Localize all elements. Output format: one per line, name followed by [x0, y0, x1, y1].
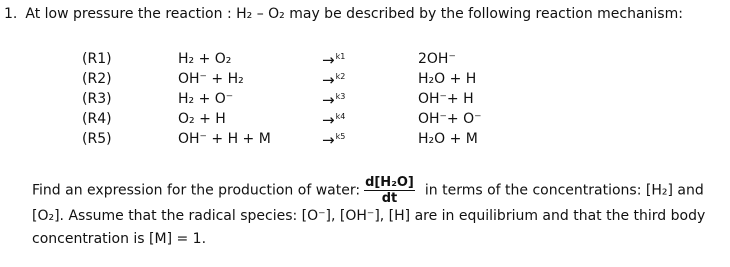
derivative-fraction	[364, 176, 415, 205]
rate-constant: k2	[335, 72, 346, 81]
reaction-arrow	[322, 51, 345, 69]
reaction-products: OH⁻+ O⁻	[418, 111, 482, 127]
reaction-id: (R4)	[82, 111, 112, 127]
reaction-arrow	[322, 131, 345, 149]
reaction-reactants: H₂ + O₂	[178, 51, 232, 67]
reaction-row	[0, 91, 730, 111]
rate-constant: k4	[335, 112, 346, 121]
arrow-icon: →	[322, 51, 335, 69]
arrow-icon: →	[322, 71, 335, 89]
reaction-reactants: OH⁻ + H₂	[178, 71, 244, 87]
reaction-row	[0, 71, 730, 91]
question-number: 1.	[4, 6, 18, 22]
reaction-reactants: OH⁻ + H + M	[178, 131, 271, 147]
arrow-icon: →	[322, 111, 335, 129]
task-suffix: in terms of the concentrations: [H₂] and	[424, 182, 704, 199]
reaction-row	[0, 51, 730, 71]
reaction-products: H₂O + M	[418, 131, 478, 147]
reaction-id: (R3)	[82, 91, 112, 107]
fraction-denominator: dt	[381, 191, 398, 206]
reaction-products: OH⁻+ H	[418, 91, 474, 107]
arrow-icon: →	[322, 91, 335, 109]
reaction-id: (R1)	[82, 51, 112, 67]
reaction-id: (R2)	[82, 71, 112, 87]
reaction-row	[0, 111, 730, 131]
reaction-reactants: H₂ + O⁻	[178, 91, 234, 107]
reaction-products: H₂O + H	[418, 71, 477, 87]
rate-constant: k5	[335, 132, 346, 141]
task-line-3: concentration is [M] = 1.	[32, 231, 207, 247]
fraction-numerator: d[H₂O]	[365, 175, 414, 190]
rate-constant: k1	[335, 52, 346, 61]
reaction-row	[0, 131, 730, 151]
reaction-products: 2OH⁻	[418, 51, 456, 67]
reaction-arrow	[322, 111, 345, 129]
task-line-2: [O₂]. Assume that the radical species: [O⁻], [OH⁻], [H] are in equilibrium and that the third body	[32, 208, 706, 224]
task-paragraph	[32, 176, 722, 251]
rate-constant: k3	[335, 92, 346, 101]
reaction-id: (R5)	[82, 131, 112, 147]
arrow-icon: →	[322, 131, 335, 149]
question-heading	[4, 6, 726, 22]
reaction-reactants: O₂ + H	[178, 111, 226, 127]
task-line-1	[32, 176, 722, 205]
reaction-arrow	[322, 71, 345, 89]
task-prefix: Find an expression for the production of water:	[32, 182, 361, 199]
reaction-arrow	[322, 91, 345, 109]
question-intro: At low pressure the reaction : H₂ – O₂ may be described by the following reaction mechanism:	[25, 6, 683, 22]
